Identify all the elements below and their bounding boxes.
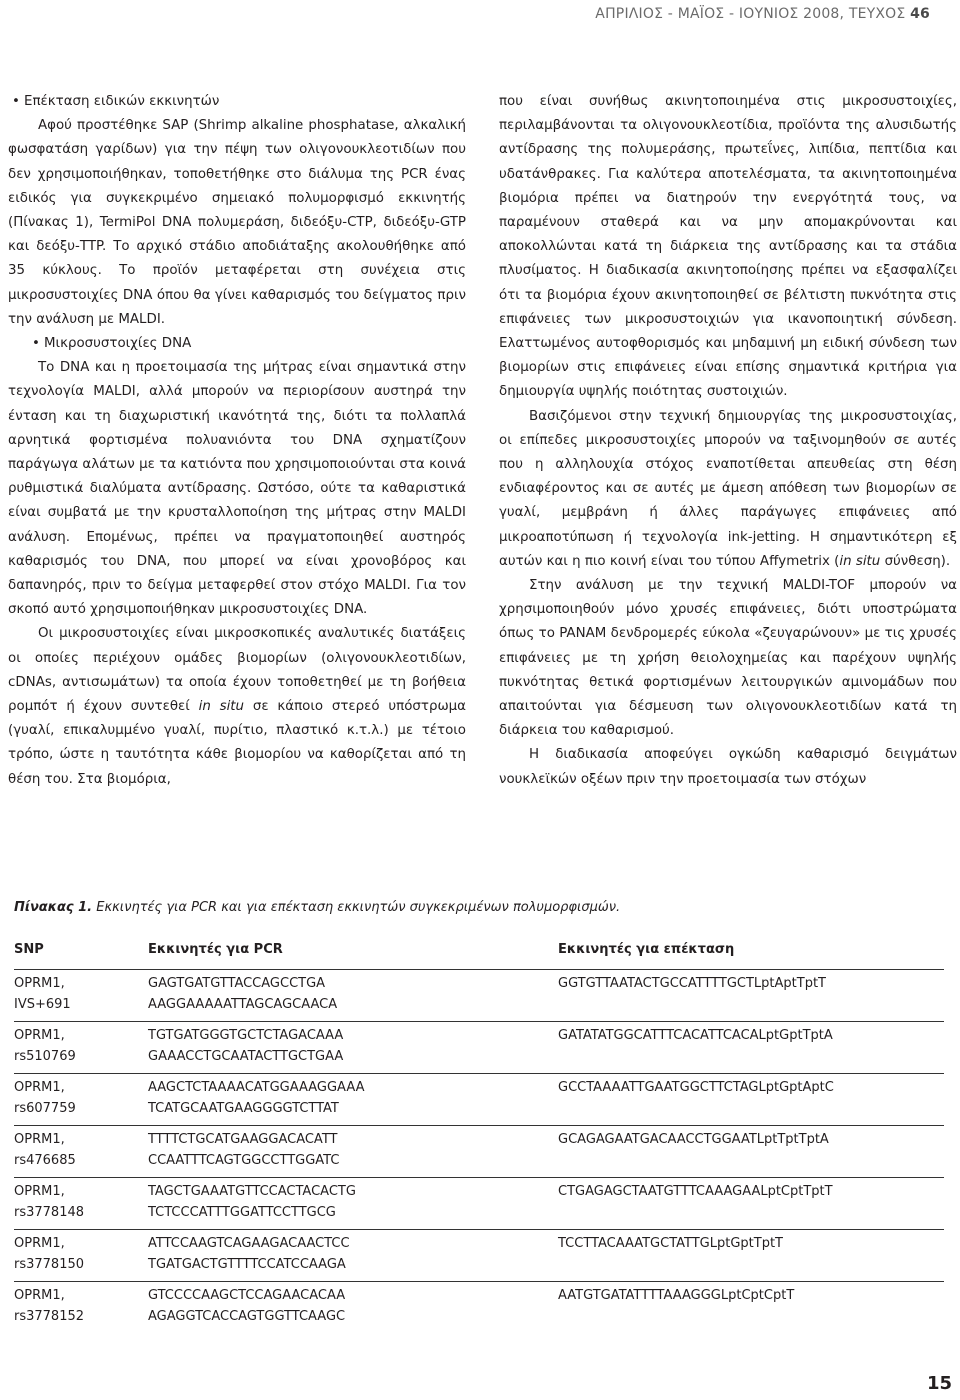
text-span: σύνθεση). xyxy=(884,553,951,569)
primer-table xyxy=(14,930,944,1333)
snp-cell: OPRM1, rs3778150 xyxy=(14,1230,148,1282)
column-header-pcr: Εκκινητές για PCR xyxy=(148,930,558,970)
running-header xyxy=(595,6,930,22)
pcr-cell: TGTGATGGGTGCTCTAGACAAA GAAACCTGCAATACTTGCTGAA xyxy=(148,1022,558,1074)
paragraph: Αφού προστέθηκε SAP (Shrimp alkaline phosphatase, αλκαλική φωσφατάση γαρίδων) για την πέψη των ολιγονουκλεοτιδίων που δεν χρησιμοποιήθηκαν, τοποθετήθηκε στο διάλυμα της PCR ένας ειδικός για συγκεκριμένο σημειακό πολυμορφισμό εκκινητής (Πίνακας 1), TermiPol DNA πολυμεράση, διδεόξυ-CTP, διδεόξυ-GTP και δεόξυ-TTP. Το αρχικό στάδιο αποδιάταξης ακολουθήθηκε από 35 κύκλους. Το προϊόν μεταφέρεται στη συνέχεια στις μικροσυστοιχίες DNA όπου θα γίνει καθαρισμός του δείγματος πριν την ανάλυση με MALDI. xyxy=(8,118,466,327)
extension-cell: GGTGTTAATACTGCCATTTTGCTLptAptTptT xyxy=(558,970,944,1022)
extension-cell: AATGTGATATTTTAAAGGGLptCptCptT xyxy=(558,1288,795,1303)
bullet-icon: • xyxy=(32,336,40,352)
column-header-extension: Εκκινητές για επέκταση xyxy=(558,930,944,970)
pcr-cell: TTTTCTGCATGAAGGACACATT CCAATTTCAGTGGCCTTGGATC xyxy=(148,1126,558,1178)
snp-cell: OPRM1, rs476685 xyxy=(14,1126,148,1178)
bullet-item-primer-extension xyxy=(8,90,466,114)
table-header-row xyxy=(14,930,944,970)
snp-cell: OPRM1, rs607759 xyxy=(14,1074,148,1126)
paragraph xyxy=(499,405,957,574)
table-row xyxy=(14,1022,944,1074)
paragraph xyxy=(8,622,466,791)
table-row xyxy=(14,1126,944,1178)
extension-cell: CTGAGAGCTAATGTTTCAAAGAALptCptTptT xyxy=(558,1178,944,1230)
page-number: 15 xyxy=(926,1373,952,1394)
text-span: σε κάποιο στερεό υπόστρωμα (γυαλί, επικαλυμμένο γυαλί, πυρίτιο, πλαστικό κ.τ.λ.) με τέτοιο τρόπο, ώστε η ταυτότητα κάθε βιομορίου να καθορίζεται από τη θέση του. Στα βιομόρια, xyxy=(8,699,467,787)
issue-text: ΑΠΡΙΛΙΟΣ - ΜΑΪΟΣ - ΙΟΥΝΙΟΣ 2008, ΤΕΥΧΟΣ xyxy=(595,6,906,22)
pcr-cell: GAGTGATGTTACCAGCCTGA AAGGAAAAATTAGCAGCAACA xyxy=(148,970,558,1022)
italic-term: in situ xyxy=(198,699,245,715)
right-column xyxy=(499,90,957,792)
text-span: Οι μικροσυστοιχίες είναι μικροσκοπικές αναλυτικές διατάξεις οι οποίες περιέχουν ομάδες βιομορίων (ολιγονουκλεοτιδίων, cDNAs, αντισωμάτων) τα οποία έχουν τοποθετηθεί με τη βοήθεια ρομπότ ή έχουν συντεθεί xyxy=(8,626,466,715)
extension-cell: GCCTAAAATTGAATGGCTTCTAGLptGptAptC xyxy=(558,1074,944,1126)
snp-cell: OPRM1, IVS+691 xyxy=(14,970,148,1022)
snp-cell: OPRM1, rs3778148 xyxy=(14,1178,148,1230)
table-row xyxy=(14,1282,944,1334)
snp-cell: OPRM1, rs510769 xyxy=(14,1022,148,1074)
italic-term: in situ xyxy=(839,553,881,569)
pcr-cell: TAGCTGAAATGTTCCACTACACTG TCTCCCATTTGGATTCCTTGCG xyxy=(148,1178,558,1230)
table-row xyxy=(14,1178,944,1230)
table-caption-text: Εκκινητές για PCR και για επέκταση εκκινητών συγκεκριμένων πολυμορφισμών. xyxy=(96,900,621,915)
paragraph: Η διαδικασία αποφεύγει ογκώδη καθαρισμό δειγμάτων νουκλεϊκών οξέων πριν την προετοιμασία των στόχων xyxy=(499,747,957,787)
pcr-cell: ATTCCAAGTCAGAAGACAACTCC TGATGACTGTTTTCCATCCAAGA xyxy=(148,1230,558,1282)
pcr-cell: GTCCCCAAGCTCCAGAACACAA AGAGGTCACCAGTGGTTCAAGC xyxy=(148,1288,346,1324)
table-row xyxy=(14,1230,944,1282)
paragraph: που είναι συνήθως ακινητοποιημένα στις μικροσυστοιχίες, περιλαμβάνονται τα ολιγονουκλεοτίδια, προϊόντα της αλυσιδωτής αντίδρασης της πολυμεράσης, πρωτεΐνες, λιπίδια, πεπτίδια και υδατάνθρακες. Για καλύτερα αποτελέσματα, τα ακινητοποιημένα βιομόρια πρέπει να διατηρούν την ενεργότητά τους, να παραμένουν σταθερά και να μην απομακρύνονται και αποκολλώνται κατά τη διάρκεια της αντίδρασης και τα στάδια πλυσίματος. Η διαδικασία ακινητοποίησης πρέπει να εξασφαλίζει ότι τα βιομόρια έχουν ακινητοποιηθεί σε βέλτιστη πυκνότητα στις επιφάνειες των μικροσυστοιχιών για ικανοποιητική σύνδεση. Ελαττωμένος αυτοφθορισμός και μηδαμινή μη ειδική σύνδεση των βιομορίων στις επιφάνειες είναι επίσης σημαντικά κριτήρια για δημιουργία υψηλής ποιότητας συστοιχιών. xyxy=(499,94,957,400)
bullet-title: Μικροσυστοιχίες DNA xyxy=(44,336,192,352)
bullet-title: Επέκταση ειδικών εκκινητών xyxy=(24,94,220,109)
paragraph: Στην ανάλυση με την τεχνική MALDI-TOF μπορούν να χρησιμοποιηθούν μόνο χρυσές επιφάνειες, διότι υποστρώματα όπως το PANAM δενδρομερές εύκολα «ζευγαρώνουν» με τις χρυσές επιφάνειες με τη χρήση θειολοχημείας και παρέχουν υψηλής πυκνότητας θετικά φορτισμένων λειτουργικών αμινομάδων που απαιτούνται για δέσμευση των ολιγονουκλεοτιδίων κατά τη διάρκεια του καθαρισμού. xyxy=(499,578,957,739)
table-row xyxy=(14,1074,944,1126)
text-span: Βασιζόμενοι στην τεχνική δημιουργίας της μικροσυστοιχίας, οι επίπεδες μικροσυστοιχίες μπορούν να ταξινομηθούν σε αυτές που η αλληλουχία στόχος εναποτίθεται απευθείας στη θέση ενδιαφέροντος και σε αυτές με άμεση απόθεση των βιομορίων σε γυαλί, μεμβράνη ή άλλες παράγωγες επιφάνειες από μικροαποτύπωση ή τεχνολογία ink-jetting. Η σημαντικότερη εξ αυτών και η πιο κοινή είναι του τύπου Affymetrix ( xyxy=(499,408,957,569)
table-caption-label: Πίνακας 1. xyxy=(14,900,93,915)
pcr-cell: AAGCTCTAAAACATGGAAAGGAAA TCATGCAATGAAGGGGTCTTAT xyxy=(148,1074,558,1126)
paragraph: Το DNA και η προετοιμασία της μήτρας είναι σημαντικά στην τεχνολογία MALDI, αλλά μπορούν να περιορίσουν αυστηρά την ένταση και τη διαχωριστική ικανότητά της, διότι τα πολλαπλά αρνητικά φορτισμένα πολυανιόντα του DNA σχηματίζουν παράγωγα αλάτων με τα κατιόντα που χρησιμοποιούνται στα κοινά ρυθμιστικά διαλύματα αντίδρασης. Ωστόσο, ούτε τα καθαριστικά είναι συμβατά με την κρυσταλλοποίηση της μήτρας στην MALDI ανάλυση. Επομένως, πρέπει να πραγματοποιηθεί αυστηρός καθαρισμός του DNA, που μπορεί να είναι χρονοβόρος και δαπανηρός, πριν το δείγμα μεταφερθεί στον στόχο MALDI. Για τον σκοπό αυτό χρησιμοποιήθηκαν μικροσυστοιχίες DNA. xyxy=(8,360,466,618)
snp-cell: OPRM1, rs3778152 xyxy=(14,1288,85,1324)
extension-cell: GCAGAGAATGACAACCTGGAATLptTptTptA xyxy=(558,1126,944,1178)
issue-number: 46 xyxy=(910,6,930,22)
left-column xyxy=(8,90,466,792)
column-header-snp: SNP xyxy=(14,930,148,970)
table-caption xyxy=(14,900,620,915)
extension-cell: TCCTTACAAATGCTATTGLptGptTptT xyxy=(558,1230,944,1282)
table-row xyxy=(14,970,944,1022)
extension-cell: GATATATGGCATTTCACATTCACALptGptTptA xyxy=(558,1022,944,1074)
bullet-icon: • xyxy=(12,94,20,109)
bullet-item-dna-microarrays xyxy=(8,332,466,356)
